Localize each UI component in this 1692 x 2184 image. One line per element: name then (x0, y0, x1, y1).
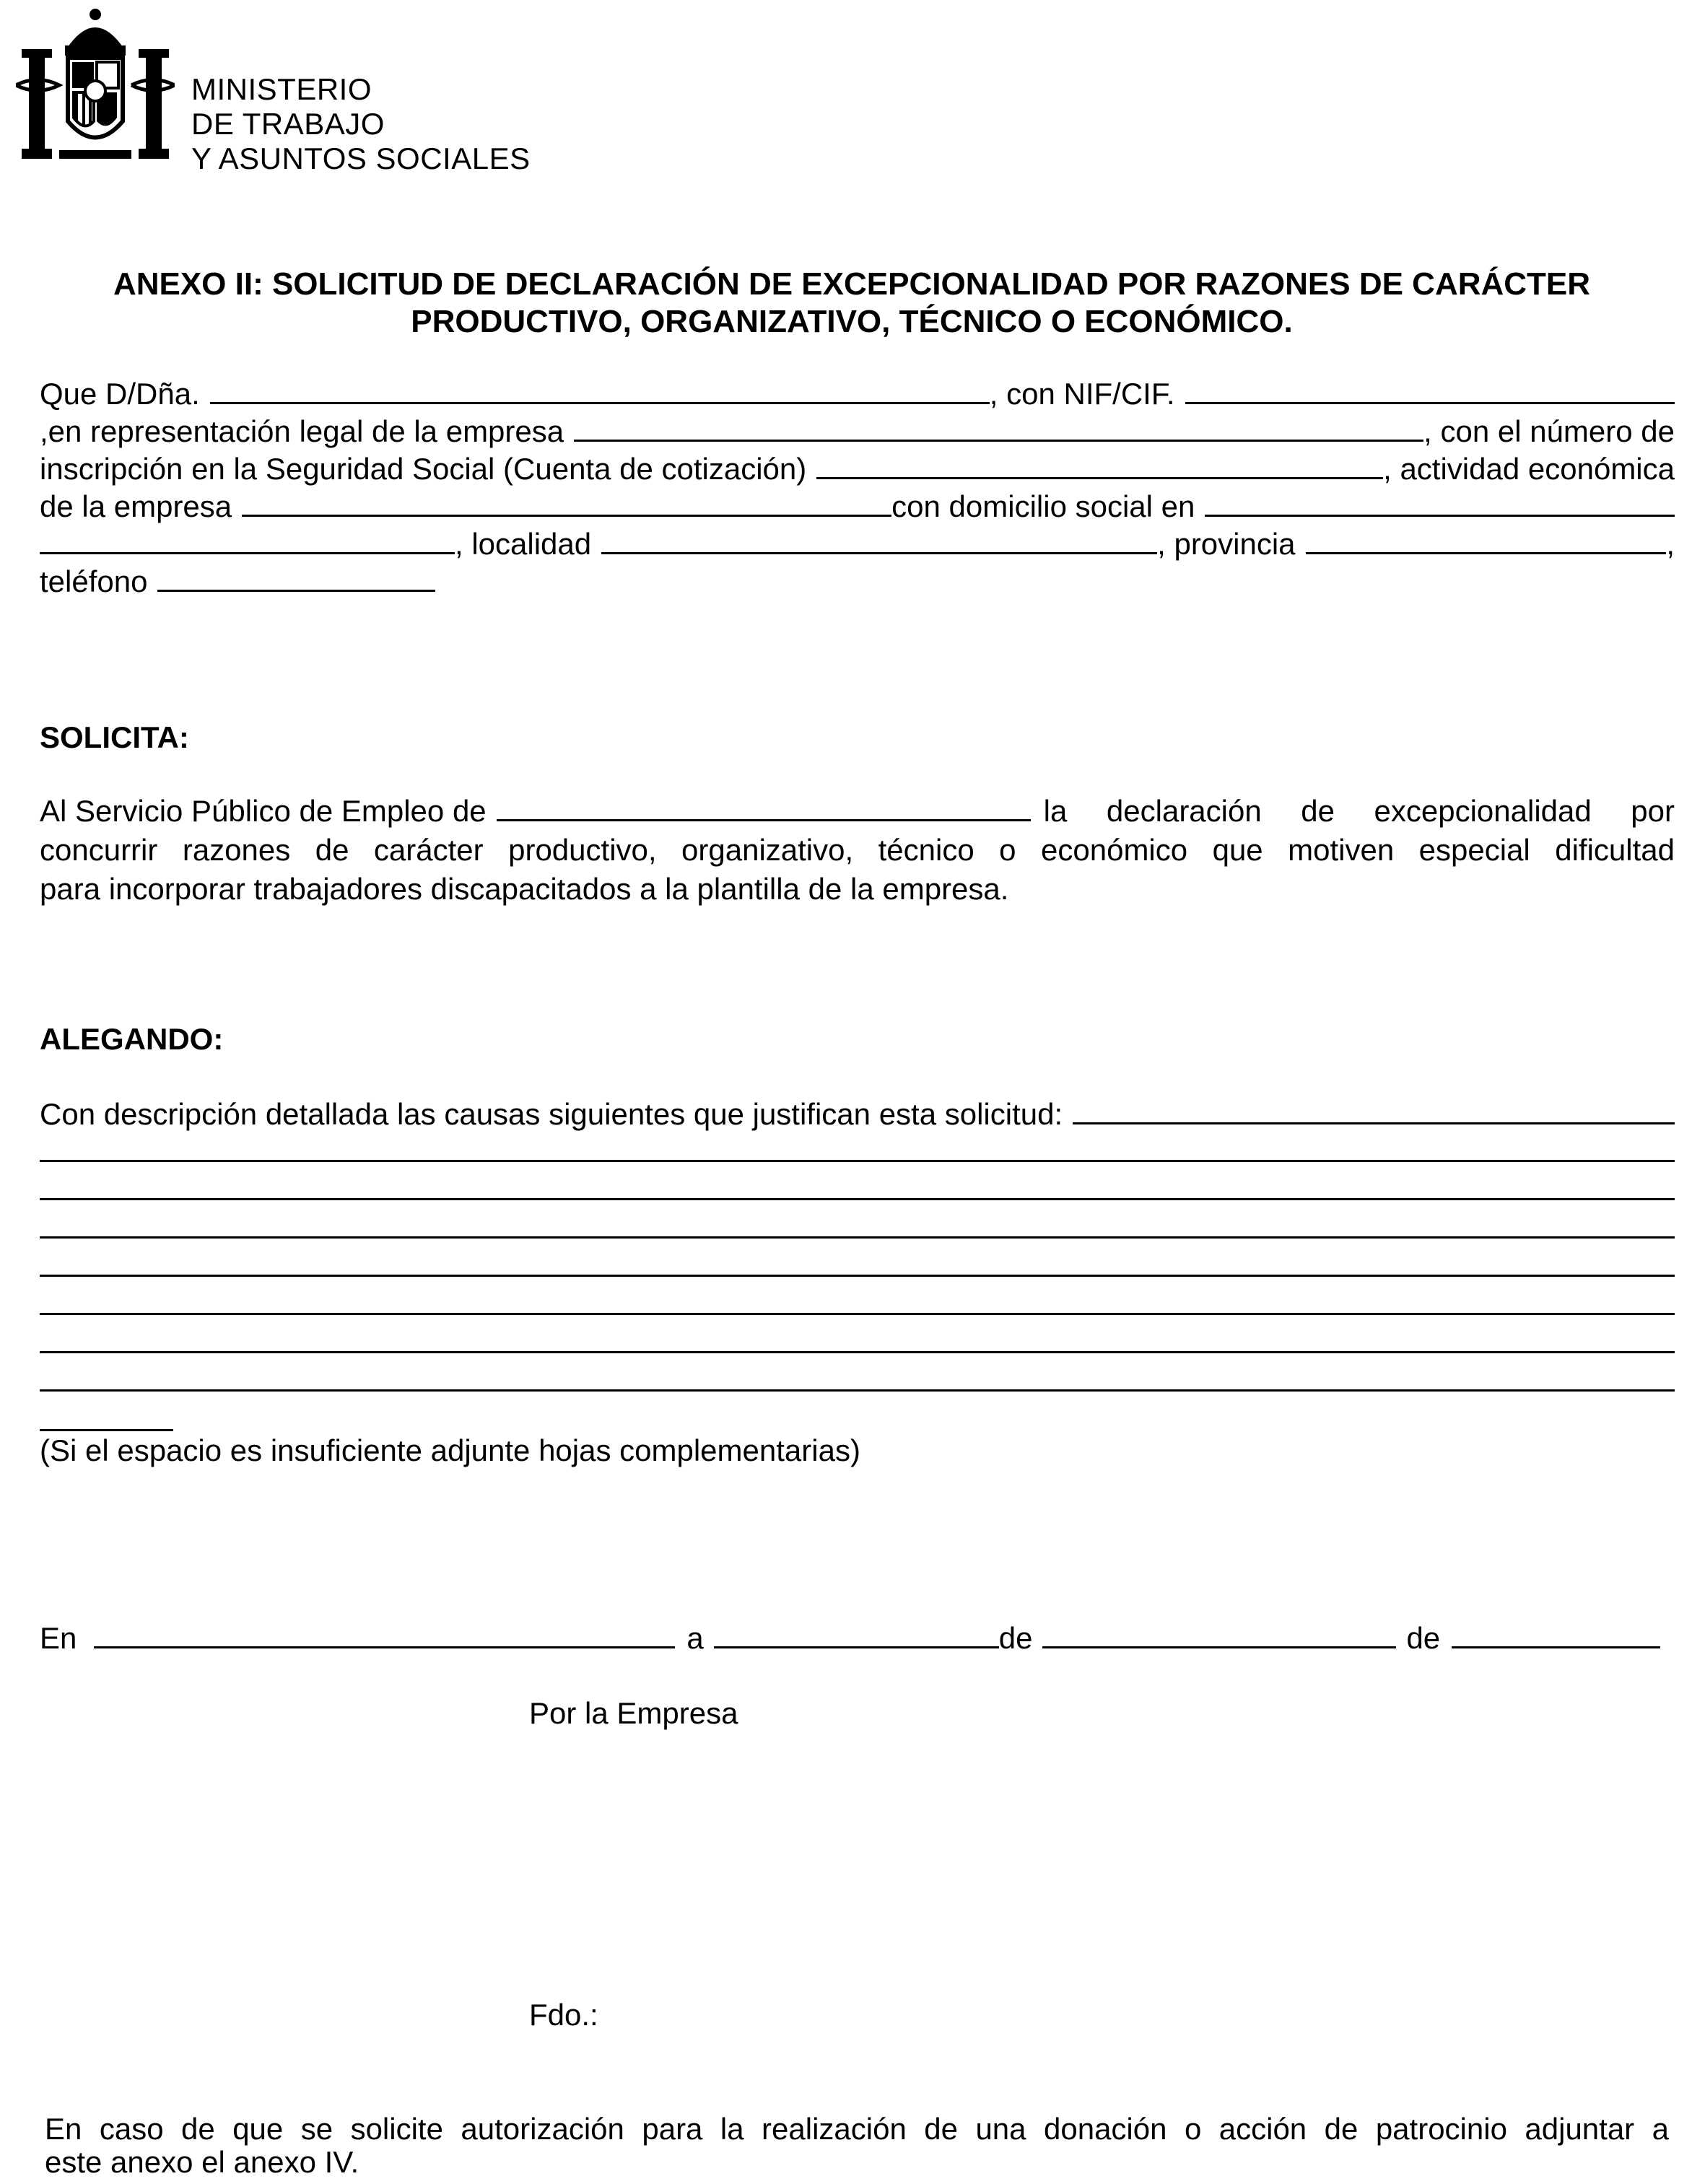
servicio-label: Al Servicio Público de Empleo de (40, 794, 487, 828)
nif-field[interactable] (1185, 376, 1675, 404)
solicita-heading: SOLICITA: (40, 720, 189, 754)
provincia-field[interactable] (1306, 526, 1667, 554)
alegando-prompt-row (40, 1096, 1675, 1133)
place-date-row (40, 1620, 1675, 1657)
causas-field-line-2[interactable] (40, 1160, 1675, 1162)
applicant-row-2 (40, 413, 1675, 450)
ministry-name (191, 72, 531, 176)
footer-line-1: En caso de que se solicite autorización para la realización de una donación o acción de patrocinio adjuntar a (45, 2112, 1669, 2146)
applicant-row-4 (40, 488, 1675, 525)
por-la-empresa-label: Por la Empresa (529, 1696, 738, 1730)
provincia-label: , provincia (1157, 527, 1296, 561)
domicilio-label: con domicilio social en (891, 489, 1195, 523)
causas-field-line-3[interactable] (40, 1198, 1675, 1200)
de-label-2: de (1406, 1621, 1441, 1655)
empresa-field[interactable] (574, 414, 1423, 442)
causas-field-line-6[interactable] (40, 1313, 1675, 1315)
actividad-label: , actividad económica (1383, 452, 1675, 486)
solicita-line-3: para incorporar trabajadores discapacitados a la plantilla de la empresa. (40, 872, 1009, 906)
provincia-comma: , (1666, 527, 1675, 561)
applicant-row-3 (40, 450, 1675, 488)
ministry-line-3: Y ASUNTOS SOCIALES (191, 141, 531, 175)
domicilio-continued-field[interactable] (40, 526, 455, 554)
applicant-row-5 (40, 525, 1675, 563)
servicio-empleo-field[interactable] (497, 793, 1031, 821)
month-field[interactable] (1042, 1620, 1396, 1648)
applicant-row-6 (40, 563, 1675, 600)
place-field[interactable] (94, 1620, 675, 1648)
causas-field-line-7[interactable] (40, 1351, 1675, 1353)
alegando-prompt: Con descripción detallada las causas siguientes que justifican esta solicitud: (40, 1097, 1063, 1131)
solicita-row-1 (40, 792, 1675, 830)
causas-field-line-1[interactable] (1073, 1096, 1675, 1124)
note-separator (40, 1429, 173, 1431)
de-label-1: de (998, 1621, 1033, 1655)
footer-line-2: este anexo el anexo IV. (45, 2145, 359, 2179)
nif-label: , con NIF/CIF. (989, 377, 1175, 411)
solicita-line-2: concurrir razones de carácter productivo, organizativo, técnico o económico que motiven especial dificultad (40, 833, 1675, 867)
representacion-label: ,en representación legal de la empresa (40, 414, 564, 448)
name-field[interactable] (210, 376, 990, 404)
telefono-field[interactable] (157, 564, 435, 592)
a-label: a (686, 1621, 704, 1655)
title-line-2: PRODUCTIVO, ORGANIZATIVO, TÉCNICO O ECONÓMICO. (411, 304, 1293, 339)
causas-field-line-4[interactable] (40, 1236, 1675, 1239)
localidad-label: , localidad (455, 527, 592, 561)
document-title (58, 266, 1646, 341)
day-field[interactable] (714, 1620, 999, 1648)
spanish-coat-of-arms-icon (16, 6, 175, 172)
localidad-field[interactable] (601, 526, 1157, 554)
causas-field-line-5[interactable] (40, 1275, 1675, 1277)
ministry-line-1: MINISTERIO (191, 72, 372, 106)
inscripcion-label: inscripción en la Seguridad Social (Cuenta de cotización) (40, 452, 807, 486)
fdo-label: Fdo.: (529, 1998, 598, 2032)
cuenta-cotizacion-field[interactable] (816, 451, 1383, 479)
de-la-empresa-label: de la empresa (40, 489, 232, 523)
numero-label: , con el número de (1423, 414, 1675, 448)
telefono-label: teléfono (40, 564, 148, 598)
solicita-suffix: la declaración de excepcionalidad por (1043, 794, 1675, 828)
year-field[interactable] (1452, 1620, 1660, 1648)
ministry-line-2: DE TRABAJO (191, 107, 385, 141)
alegando-heading: ALEGANDO: (40, 1022, 224, 1056)
en-label: En (40, 1621, 77, 1655)
domicilio-field[interactable] (1205, 489, 1675, 517)
applicant-row-1 (40, 375, 1675, 413)
title-line-1: ANEXO II: SOLICITUD DE DECLARACIÓN DE EXCEPCIONALIDAD POR RAZONES DE CARÁCTER (113, 266, 1591, 302)
que-label: Que D/Dña. (40, 377, 200, 411)
actividad-field[interactable] (242, 489, 891, 517)
causas-field-line-8[interactable] (40, 1389, 1675, 1392)
alegando-note: (Si el espacio es insuficiente adjunte hojas complementarias) (40, 1433, 860, 1467)
